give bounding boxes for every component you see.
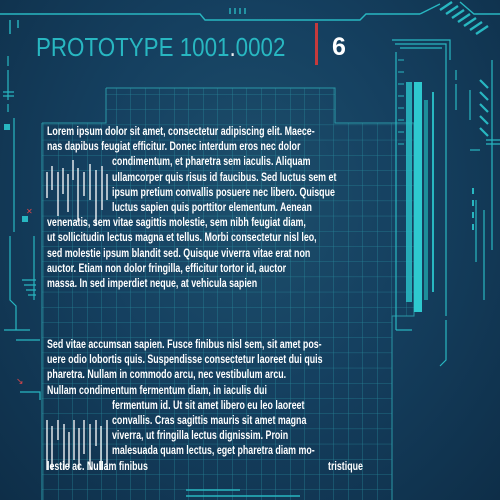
text-line: auctor. Etiam non dolor fringilla, efficitur tortor id, auctor: [47, 262, 287, 275]
right-level-bar: [406, 82, 412, 302]
text-line: convallis. Cras sagittis mauris sit amet magna: [112, 414, 307, 427]
top-right-chevrons: [440, 2, 488, 34]
text-line: fermentum id. Ut sit amet libero eu leo laoreet: [112, 399, 305, 412]
text-line: ipsum pretium convallis posuere nec libero. Quisque: [112, 186, 335, 199]
trailing-word: tristique: [328, 460, 363, 473]
text-line: massa. In sed imperdiet neque, at vehicula sapien: [47, 277, 258, 290]
text-line: lestie ac. Nullam finibus: [47, 460, 148, 473]
text-line: Nullam condimentum fermentum diam, in iaculis dui: [47, 384, 267, 397]
left-hud: [3, 56, 40, 340]
paragraph-2: [47, 338, 323, 399]
text-line: condimentum, et pharetra sem iaculis. Aliquam: [112, 156, 311, 169]
text-line: ut sollicitudin lectus magna et tellus. Morbi consectetur nisl leo,: [47, 232, 317, 245]
paragraph-1-continued: [47, 216, 317, 292]
title-main: PROTOTYPE 1001: [36, 32, 230, 62]
text-line: Sed vitae accumsan sapien. Fusce finibus nisl sem, sit amet pos-: [47, 339, 322, 351]
title-suffix: 0002: [235, 32, 286, 62]
text-line: venenatis, sem vitae sagittis molestie, sem nibh feugiat diam,: [47, 217, 306, 230]
right-level-bar: [424, 100, 428, 300]
text-line: luctus sapien quis porttitor elementum. Aenean: [112, 201, 312, 214]
arrow-marker-icon: ↘: [16, 377, 24, 387]
paragraph-2-indented: [112, 399, 315, 460]
paragraph-1: [47, 125, 315, 155]
text-line: uere odio lobortis quis. Suspendisse consectetur laoreet dui quis: [47, 354, 323, 367]
text-line: pharetra. Nullam in commodo arcu, nec vestibulum arcu.: [47, 369, 287, 382]
right-side-chevrons: [480, 80, 488, 136]
title-dot: .: [229, 32, 236, 62]
text-line: nas dapibus feugiat efficitur. Donec interdum eros nec dolor: [47, 141, 301, 154]
text-line: viverra, ut fringilla lectus dignissim. Proin: [112, 430, 289, 443]
page-number: 6: [332, 33, 346, 61]
paragraph-2-continued: [47, 460, 148, 475]
left-bracket: [20, 392, 40, 400]
text-line: sed molestie ipsum blandit sed. Quisque viverra vitae erat non: [47, 247, 311, 260]
paragraph-1-indented: [112, 155, 336, 216]
left-square-marker: [22, 216, 28, 222]
left-square-marker: [4, 124, 10, 130]
close-x-icon: ✕: [26, 207, 33, 216]
title-separator: [315, 23, 318, 65]
page-title: [36, 30, 285, 64]
text-line: ullamcorper quis risus id faucibus. Sed luctus sem et: [112, 171, 337, 184]
right-level-bar: [414, 82, 422, 312]
text-line: Lorem ipsum dolor sit amet, consectetur adipiscing elit. Maece-: [47, 126, 315, 138]
right-level-bar: [432, 92, 434, 292]
text-line: malesuada quam lectus, eget pharetra diam mo-: [112, 445, 315, 458]
